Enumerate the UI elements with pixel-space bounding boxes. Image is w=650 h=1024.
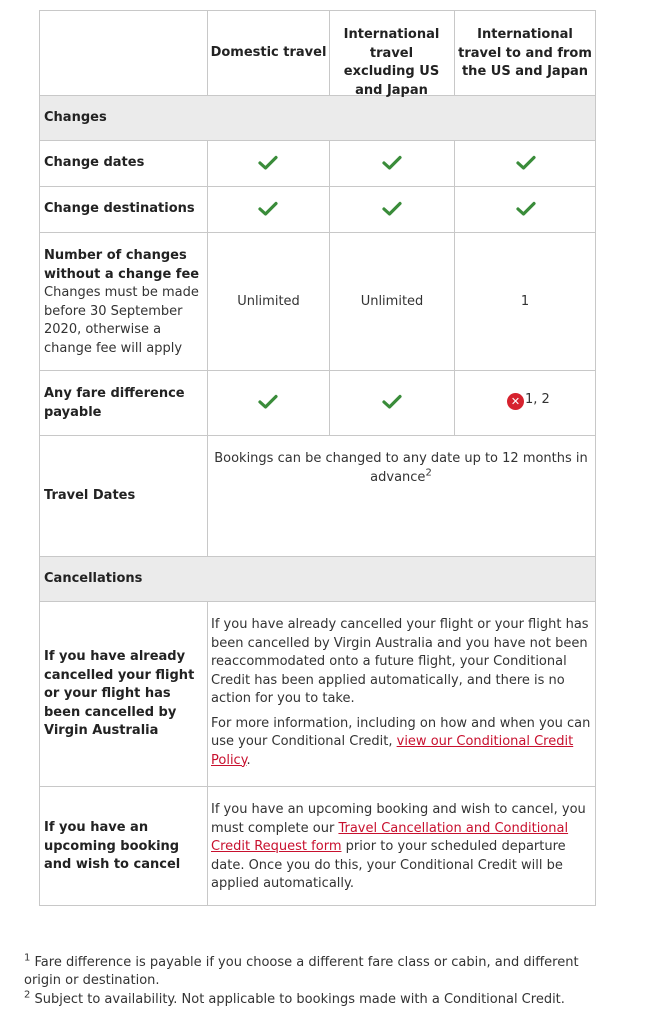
travel-dates-text-cell: [214, 450, 588, 487]
upcoming-booking-description: [211, 801, 593, 894]
footnote-2-text: Subject to availability. Not applicable to bookings made with a Conditional Credit.: [30, 992, 565, 1007]
column-divider: [207, 140, 208, 435]
paragraph-2-end: .: [246, 752, 251, 768]
row-divider: [39, 556, 596, 557]
row-divider: [39, 435, 596, 436]
row-label-travel-dates: Travel Dates: [44, 488, 136, 503]
changes-domestic-value: Unlimited: [237, 294, 300, 309]
column-divider: [207, 435, 208, 556]
row-divider: [39, 186, 596, 187]
footnote-2-number: 2: [24, 989, 31, 1001]
travel-dates-footnote-ref: 2: [425, 467, 432, 479]
row-divider: [39, 232, 596, 233]
check-icon: [258, 201, 278, 217]
row-label-upcoming-booking: If you have an upcoming booking and wish to cancel: [44, 820, 181, 872]
footnote-1-text: Fare difference is payable if you choose a different fare class or cabin, and different origin or destination.: [24, 955, 579, 988]
check-icon: [258, 394, 278, 410]
check-icon: [382, 394, 402, 410]
section-title-changes: Changes: [44, 110, 107, 125]
row-label-change-destinations: Change destinations: [44, 201, 195, 216]
column-divider: [329, 10, 330, 95]
check-icon: [516, 201, 536, 217]
column-header-us-japan: International travel to and from the US and Japan: [458, 27, 592, 79]
check-icon: [516, 155, 536, 171]
row-label-fare-difference: Any fare difference payable: [44, 386, 185, 420]
row-label-already-cancelled: If you have already cancelled your flight or your flight has been cancelled by Virgin Australia: [44, 649, 195, 738]
footnote-1-number: 1: [24, 952, 31, 964]
check-icon: [382, 201, 402, 217]
changes-international-value: Unlimited: [360, 294, 424, 309]
changes-us-japan-value: 1: [520, 294, 530, 309]
check-icon: [382, 155, 402, 171]
section-title-cancellations: Cancellations: [44, 571, 143, 586]
already-cancelled-paragraph-2: [211, 715, 593, 771]
travel-dates-text: Bookings can be changed to any date up to 12 months in advance: [214, 451, 588, 485]
cancellation-request-form-link[interactable]: Travel Cancellation and Conditional Credit Request form: [211, 820, 569, 854]
column-divider: [207, 601, 208, 906]
upcoming-text-end: prior to your scheduled departure date. Once you do this, your Conditional Credit will be applied automatically.: [211, 839, 566, 891]
row-divider: [39, 95, 596, 96]
row-divider: [39, 601, 596, 602]
upcoming-text: If you have an upcoming booking and wish to cancel, you must complete our: [211, 802, 586, 836]
row-label-number-of-changes: [44, 247, 202, 358]
already-cancelled-description: [211, 616, 593, 770]
check-icon: [258, 155, 278, 171]
fare-difference-footnote-refs: 1, 2: [525, 392, 550, 407]
column-divider: [454, 140, 455, 435]
cross-icon: ✕: [507, 393, 524, 410]
column-header-international: International travel excluding US and Japan: [343, 27, 440, 98]
number-of-changes-title: Number of changes without a change fee: [44, 248, 200, 282]
number-of-changes-note: Changes must be made before 30 September 2020, otherwise a change fee will apply: [44, 285, 199, 356]
paragraph-2-text: For more information, including on how and when you can use your Conditional Credit,: [211, 715, 591, 749]
row-label-change-dates: Change dates: [44, 155, 145, 170]
row-divider: [39, 786, 596, 787]
footnote-1: [24, 954, 614, 990]
footnote-2: [24, 991, 614, 1009]
already-cancelled-paragraph-1: If you have already cancelled your flight or your flight has been cancelled by Virgin Australia and you have not been reaccommodated onto a future flight, your Conditional Credit has been applied automatically, and there is no action for you to take.: [211, 617, 589, 706]
conditional-credit-policy-link[interactable]: view our Conditional Credit Policy: [211, 734, 574, 768]
column-divider: [329, 140, 330, 435]
row-divider: [39, 140, 596, 141]
column-divider: [454, 10, 455, 95]
column-header-domestic: Domestic travel: [210, 45, 327, 60]
row-divider: [39, 370, 596, 371]
